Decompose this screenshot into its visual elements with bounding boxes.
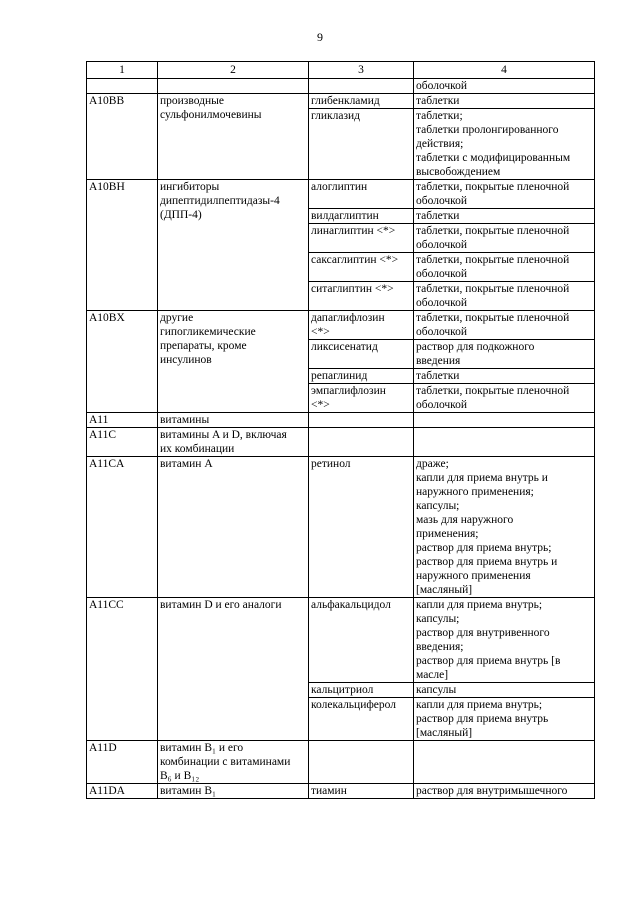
dosage-form-line: таблетки, покрытые пленочной — [416, 254, 570, 266]
drug-name-cell — [309, 180, 414, 209]
column-header: 1 — [87, 62, 158, 79]
atc-code-cell: A11DA — [87, 784, 158, 799]
dosage-form-line: таблетки, покрытые пленочной — [416, 385, 570, 397]
drug-name-line: ситаглиптин <*> — [311, 283, 394, 295]
drug-name-cell — [309, 413, 414, 428]
group-line: их комбинации — [160, 443, 235, 455]
dosage-form-line: оболочкой — [416, 297, 468, 309]
dosage-form-cell — [414, 109, 595, 180]
drug-name-cell — [309, 741, 414, 784]
group-line: витамины A и D, включая — [160, 429, 287, 441]
drug-classification-table — [86, 61, 595, 799]
dosage-form-line: введения; — [416, 641, 464, 653]
dosage-form-line: таблетки, покрытые пленочной — [416, 283, 570, 295]
dosage-form-line: раствор для внутривенного — [416, 627, 550, 639]
dosage-form-line: наружного применения; — [416, 486, 534, 498]
dosage-form-cell — [414, 384, 595, 413]
drug-name-line: альфакальцидол — [311, 599, 391, 611]
group-line: инсулинов — [160, 354, 212, 366]
dosage-form-line: применения; — [416, 528, 479, 540]
group-cell — [158, 180, 309, 311]
column-header: 4 — [414, 62, 595, 79]
group-line: другие — [160, 312, 194, 324]
drug-name-line: ликсисенатид — [311, 341, 378, 353]
atc-code-cell — [87, 79, 158, 94]
table-row — [87, 413, 595, 428]
drug-name-line: саксаглиптин <*> — [311, 254, 399, 266]
table-row — [87, 784, 595, 799]
dosage-form-cell — [414, 369, 595, 384]
group-cell — [158, 741, 309, 784]
drug-name-line: эмпаглифлозин — [311, 385, 386, 397]
group-cell — [158, 784, 309, 799]
group-line: витамин A — [160, 458, 213, 470]
drug-name-line: линаглиптин <*> — [311, 225, 396, 237]
group-line: комбинации с витаминами — [160, 756, 291, 768]
drug-name-cell — [309, 784, 414, 799]
dosage-form-line: раствор для внутримышечного — [416, 785, 568, 797]
drug-name-line: глибенкламид — [311, 95, 380, 107]
dosage-form-cell — [414, 683, 595, 698]
drug-name-line: дапаглифлозин — [311, 312, 385, 324]
column-header: 3 — [309, 62, 414, 79]
dosage-form-cell — [414, 340, 595, 369]
atc-code-cell: A10BB — [87, 94, 158, 180]
dosage-form-line: оболочкой — [416, 326, 468, 338]
drug-name-line: репаглинид — [311, 370, 368, 382]
dosage-form-line: оболочкой — [416, 239, 468, 251]
group-cell — [158, 311, 309, 413]
table-row — [87, 741, 595, 784]
drug-name-cell — [309, 282, 414, 311]
dosage-form-line: раствор для приема внутрь и — [416, 556, 558, 568]
group-line: витамин B₁ и его — [160, 742, 244, 754]
drug-name-line: ретинол — [311, 458, 351, 470]
drug-name-cell — [309, 369, 414, 384]
dosage-form-cell — [414, 282, 595, 311]
drug-name-cell — [309, 698, 414, 741]
group-cell — [158, 94, 309, 180]
header-row — [87, 62, 595, 79]
group-line: (ДПП-4) — [160, 209, 202, 221]
group-line: дипептидилпептидазы-4 — [160, 195, 280, 207]
drug-name-line: вилдаглиптин — [311, 210, 379, 222]
dosage-form-line: таблетки — [416, 95, 460, 107]
group-cell — [158, 598, 309, 741]
dosage-form-line: масле] — [416, 669, 449, 681]
drug-name-line: колекальциферол — [311, 699, 396, 711]
atc-code-cell: A11CC — [87, 598, 158, 741]
atc-code-cell: A10BX — [87, 311, 158, 413]
dosage-form-line: таблетки, покрытые пленочной — [416, 312, 570, 324]
dosage-form-cell — [414, 224, 595, 253]
dosage-form-line: капсулы — [416, 684, 457, 696]
atc-code-cell: A11C — [87, 428, 158, 457]
drug-name-cell — [309, 224, 414, 253]
group-line: ингибиторы — [160, 181, 220, 193]
drug-name-cell — [309, 340, 414, 369]
dosage-form-line: раствор для подкожного — [416, 341, 535, 353]
dosage-form-cell — [414, 428, 595, 457]
drug-name-cell — [309, 457, 414, 598]
atc-code-cell: A10BH — [87, 180, 158, 311]
group-line: препараты, кроме — [160, 340, 247, 352]
dosage-form-line: таблетки — [416, 370, 460, 382]
drug-name-line: кальцитриол — [311, 684, 374, 696]
table-row — [87, 79, 595, 94]
dosage-form-line: высвобождением — [416, 166, 501, 178]
group-cell — [158, 79, 309, 94]
dosage-form-line: введения — [416, 355, 461, 367]
dosage-form-cell — [414, 698, 595, 741]
drug-name-cell — [309, 253, 414, 282]
dosage-form-line: действия; — [416, 138, 464, 150]
dosage-form-line: капли для приема внутрь; — [416, 599, 543, 611]
table-row — [87, 94, 595, 109]
dosage-form-line: таблетки с модифицированным — [416, 152, 571, 164]
dosage-form-line: таблетки пролонгированного — [416, 124, 559, 136]
drug-name-cell — [309, 428, 414, 457]
dosage-form-line: [масляный] — [416, 727, 473, 739]
dosage-form-cell — [414, 413, 595, 428]
drug-name-line: <*> — [311, 326, 330, 338]
drug-name-line: гликлазид — [311, 110, 361, 122]
group-line: сульфонилмочевины — [160, 109, 262, 121]
atc-code-cell: A11D — [87, 741, 158, 784]
drug-name-cell — [309, 311, 414, 340]
dosage-form-line: раствор для приема внутрь [в — [416, 655, 561, 667]
drug-name-cell — [309, 209, 414, 224]
group-cell — [158, 413, 309, 428]
dosage-form-cell — [414, 94, 595, 109]
dosage-form-line: капсулы; — [416, 613, 460, 625]
drug-name-cell — [309, 598, 414, 683]
drug-name-cell — [309, 683, 414, 698]
table-row — [87, 598, 595, 683]
dosage-form-line: капли для приема внутрь и — [416, 472, 548, 484]
dosage-form-cell — [414, 311, 595, 340]
dosage-form-cell — [414, 784, 595, 799]
drug-name-cell — [309, 94, 414, 109]
dosage-form-cell — [414, 180, 595, 209]
group-line: витамин D и его аналоги — [160, 599, 282, 611]
dosage-form-line: мазь для наружного — [416, 514, 514, 526]
group-line: витамины — [160, 414, 210, 426]
page-number: 9 — [317, 30, 323, 44]
column-header: 2 — [158, 62, 309, 79]
dosage-form-line: таблетки, покрытые пленочной — [416, 225, 570, 237]
dosage-form-line: наружного применения — [416, 570, 531, 582]
group-line: витамин B₁ — [160, 785, 216, 797]
dosage-form-line: оболочкой — [416, 268, 468, 280]
table-row — [87, 311, 595, 340]
drug-name-cell — [309, 79, 414, 94]
dosage-form-line: таблетки — [416, 210, 460, 222]
dosage-form-line: капли для приема внутрь; — [416, 699, 543, 711]
dosage-form-line: [масляный] — [416, 584, 473, 596]
table-row — [87, 180, 595, 209]
group-line: гипогликемические — [160, 326, 256, 338]
atc-code-cell: A11 — [87, 413, 158, 428]
dosage-form-line: таблетки; — [416, 110, 463, 122]
dosage-form-line: раствор для приема внутрь — [416, 713, 549, 725]
drug-name-cell — [309, 109, 414, 180]
dosage-form-cell — [414, 253, 595, 282]
group-cell — [158, 457, 309, 598]
dosage-form-line: раствор для приема внутрь; — [416, 542, 552, 554]
group-line: B₆ и B₁₂ — [160, 770, 200, 782]
table-body — [87, 79, 595, 799]
dosage-form-cell — [414, 457, 595, 598]
dosage-form-line: оболочкой — [416, 399, 468, 411]
drug-name-line: алоглиптин — [311, 181, 368, 193]
table-row — [87, 457, 595, 598]
dosage-form-cell — [414, 741, 595, 784]
dosage-form-line: оболочкой — [416, 80, 468, 92]
drug-name-cell — [309, 384, 414, 413]
dosage-form-line: драже; — [416, 458, 449, 470]
dosage-form-cell — [414, 598, 595, 683]
group-cell — [158, 428, 309, 457]
atc-code-cell: A11CA — [87, 457, 158, 598]
dosage-form-line: оболочкой — [416, 195, 468, 207]
dosage-form-line: таблетки, покрытые пленочной — [416, 181, 570, 193]
table-row — [87, 428, 595, 457]
dosage-form-line: капсулы; — [416, 500, 460, 512]
drug-name-line: <*> — [311, 399, 330, 411]
dosage-form-cell — [414, 209, 595, 224]
group-line: производные — [160, 95, 224, 107]
dosage-form-cell — [414, 79, 595, 94]
drug-name-line: тиамин — [311, 785, 347, 797]
